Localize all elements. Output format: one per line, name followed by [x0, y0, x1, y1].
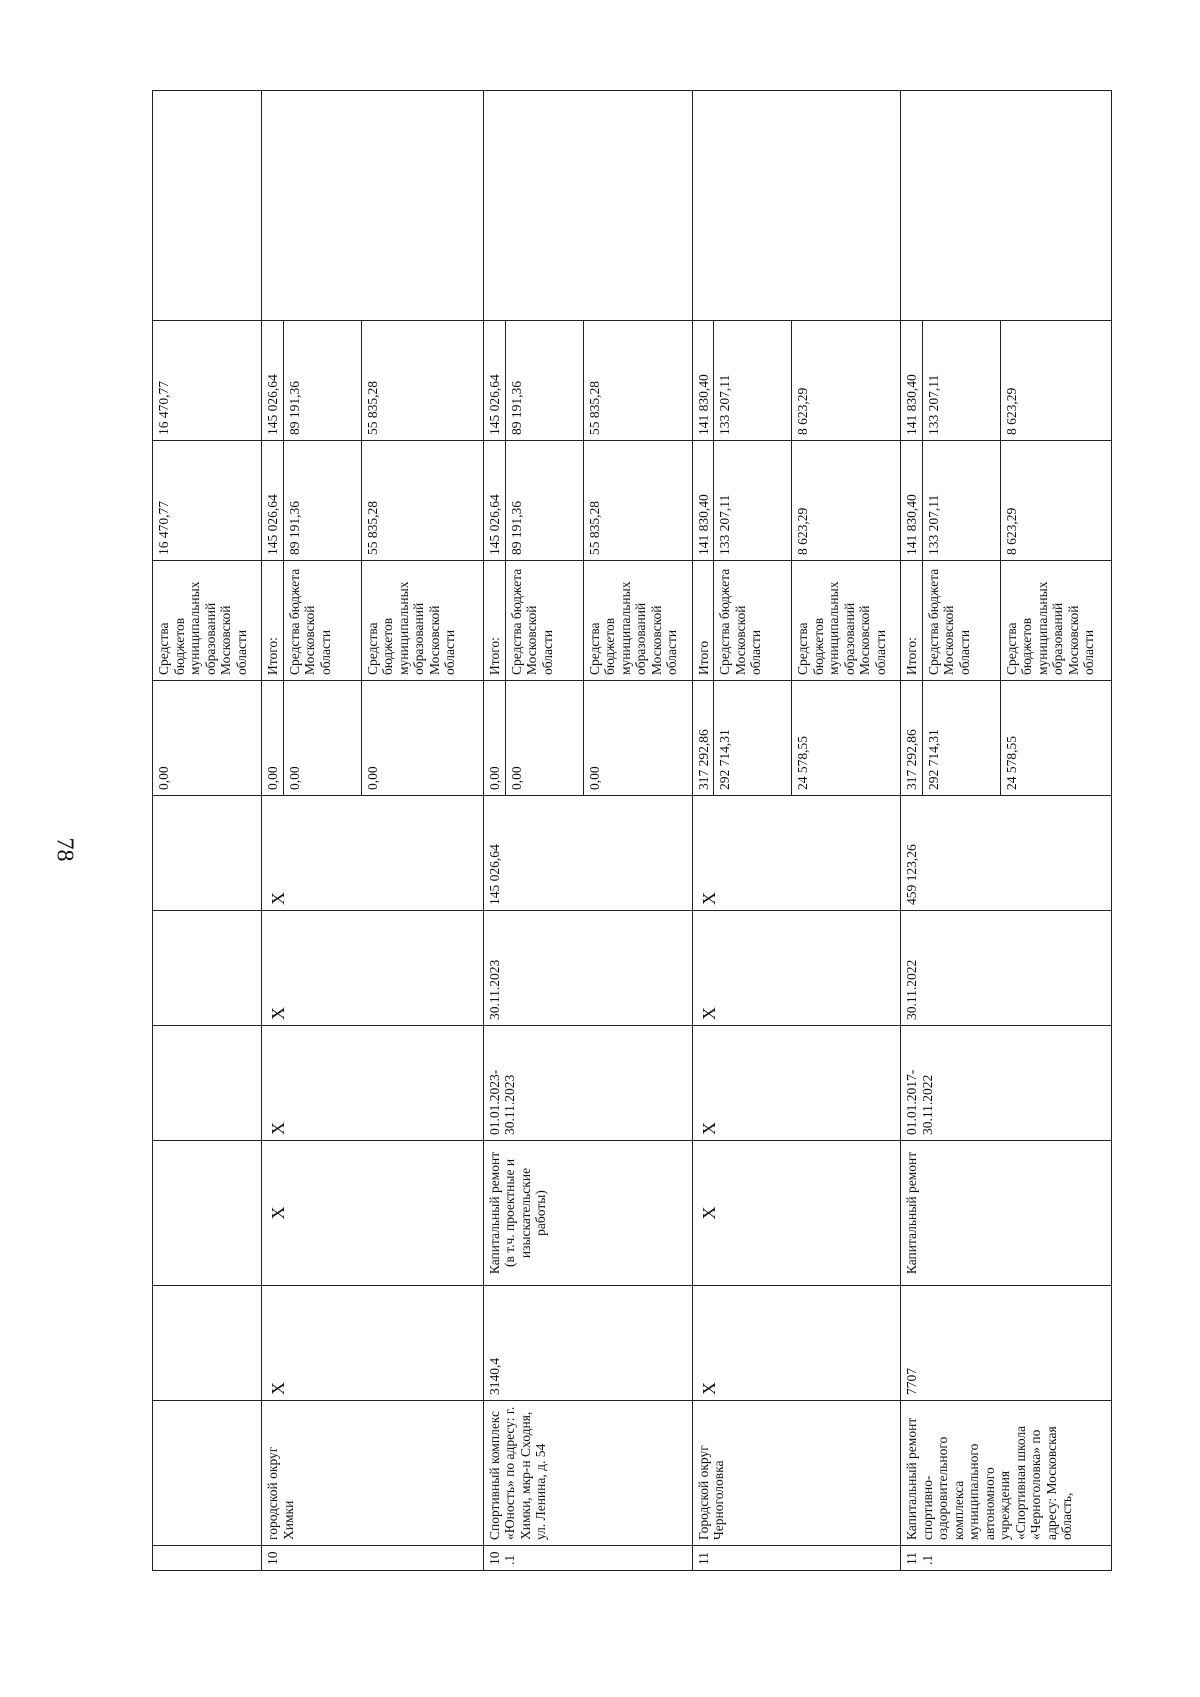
- page-number: 78: [51, 837, 78, 862]
- cell-amount: 55 835,28: [583, 321, 692, 441]
- table-row: [901, 91, 923, 1571]
- cell-funding-source: Средства бюджетов муниципальных образований Московской области: [1000, 561, 1111, 681]
- cell-x: X: [262, 1026, 484, 1141]
- cell-amount: 317 292,86: [692, 681, 714, 796]
- cell-end-date: 30.11.2023: [483, 911, 692, 1026]
- cell-x: X: [692, 1026, 901, 1141]
- cell-amount: 133 207,11: [922, 321, 1000, 441]
- cell-amount: 89 191,36: [505, 441, 583, 561]
- cell-x: X: [262, 1286, 484, 1401]
- cell-amount: 0,00: [483, 681, 505, 796]
- cell-object-name: Спортивный комплекс «Юность» по адресу: г. Химки, мкр-н Сходня, ул. Ленина, д. 54: [483, 1401, 692, 1546]
- cell-amount: 0,00: [262, 681, 284, 796]
- cell-amount: 0,00: [505, 681, 583, 796]
- cell-amount: 317 292,86: [901, 681, 923, 796]
- cell-funding-source: Итого:: [901, 561, 923, 681]
- cell-amount: 145 026,64: [483, 321, 505, 441]
- cell-amount: 8 623,29: [1000, 441, 1111, 561]
- cell-capacity: 3140,4: [483, 1286, 692, 1401]
- cell-amount: 0,00: [283, 681, 361, 796]
- cell-x: X: [692, 911, 901, 1026]
- cell-amount: 0,00: [361, 681, 483, 796]
- cell-amount: 292 714,31: [714, 681, 792, 796]
- cell-amount: 133 207,11: [714, 441, 792, 561]
- cell-amount: 141 830,40: [901, 441, 923, 561]
- cell-amount: 0,00: [153, 681, 262, 796]
- cell-amount: 24 578,55: [792, 681, 901, 796]
- cell-capacity: 7707: [901, 1286, 1112, 1401]
- cell-total-cost: 145 026,64: [483, 796, 692, 911]
- cell-x: X: [692, 796, 901, 911]
- cell-x: X: [692, 1286, 901, 1401]
- cell-x: X: [262, 796, 484, 911]
- cell-amount: 55 835,28: [583, 441, 692, 561]
- cell-x: X: [262, 911, 484, 1026]
- cell-funding-source: Итого:: [262, 561, 284, 681]
- cell-amount: 8 623,29: [792, 321, 901, 441]
- cell-funding-source: Итого:: [483, 561, 505, 681]
- cell-funding-source: Средства бюджета Московской области: [922, 561, 1000, 681]
- cell-x: X: [262, 1141, 484, 1286]
- table-row: [153, 91, 262, 1571]
- cell-amount: 89 191,36: [283, 321, 361, 441]
- cell-funding-source: Средства бюджета Московской области: [283, 561, 361, 681]
- cell-amount: 24 578,55: [1000, 681, 1111, 796]
- cell-end-date: 30.11.2022: [901, 911, 1112, 1026]
- table-row: [262, 91, 284, 1571]
- funding-table: [152, 90, 1112, 1571]
- cell-amount: 141 830,40: [692, 321, 714, 441]
- cell-work-type: Капитальный ремонт (в т.ч. проектные и изыскательские работы): [483, 1141, 692, 1286]
- cell-amount: 55 835,28: [361, 321, 483, 441]
- cell-funding-source: Средства бюджетов муниципальных образований Московской области: [792, 561, 901, 681]
- cell-amount: 141 830,40: [692, 441, 714, 561]
- cell-amount: 145 026,64: [262, 321, 284, 441]
- cell-amount: 0,00: [583, 681, 692, 796]
- cell-period: 01.01.2017-30.11.2022: [901, 1026, 1112, 1141]
- cell-funding-source: Средства бюджета Московской области: [714, 561, 792, 681]
- cell-amount: 89 191,36: [505, 321, 583, 441]
- row-number: 10: [262, 1546, 484, 1571]
- cell-amount: 292 714,31: [922, 681, 1000, 796]
- cell-amount: 145 026,64: [483, 441, 505, 561]
- cell-amount: 133 207,11: [714, 321, 792, 441]
- cell-amount: 141 830,40: [901, 321, 923, 441]
- cell-funding-source: Средства бюджета Московской области: [505, 561, 583, 681]
- document-table-area: [152, 91, 1112, 1571]
- cell-amount: 89 191,36: [283, 441, 361, 561]
- cell-total-cost: 459 123,26: [901, 796, 1112, 911]
- cell-amount: 55 835,28: [361, 441, 483, 561]
- cell-object-name: Городской округ Черноголовка: [692, 1401, 901, 1546]
- cell-period: 01.01.2023-30.11.2023: [483, 1026, 692, 1141]
- table-row: [692, 91, 714, 1571]
- cell-amount: 145 026,64: [262, 441, 284, 561]
- cell-funding-source: Средства бюджетов муниципальных образований Московской области: [583, 561, 692, 681]
- cell-object-name: городской округ Химки: [262, 1401, 484, 1546]
- cell-amount: 133 207,11: [922, 441, 1000, 561]
- cell-amount: 8 623,29: [1000, 321, 1111, 441]
- cell-amount: 16 470,77: [153, 441, 262, 561]
- cell-object-name: Капитальный ремонт спортивно-оздоровительного комплекса муниципального автономного учреждения «Спортивная школа «Черноголовка» по адресу: Московская область,: [901, 1401, 1112, 1546]
- table-row: [483, 91, 505, 1571]
- cell-funding-source: Итого: [692, 561, 714, 681]
- cell-x: X: [692, 1141, 901, 1286]
- row-number: 11.1: [901, 1546, 1112, 1571]
- cell-work-type: Капитальный ремонт: [901, 1141, 1112, 1286]
- cell-amount: 16 470,77: [153, 321, 262, 441]
- cell-funding-source: Средства бюджетов муниципальных образований Московской области: [361, 561, 483, 681]
- cell-amount: 8 623,29: [792, 441, 901, 561]
- row-number: 11: [692, 1546, 901, 1571]
- cell-funding-source: Средства бюджетов муниципальных образований Московской области: [153, 561, 262, 681]
- row-number: 10.1: [483, 1546, 692, 1571]
